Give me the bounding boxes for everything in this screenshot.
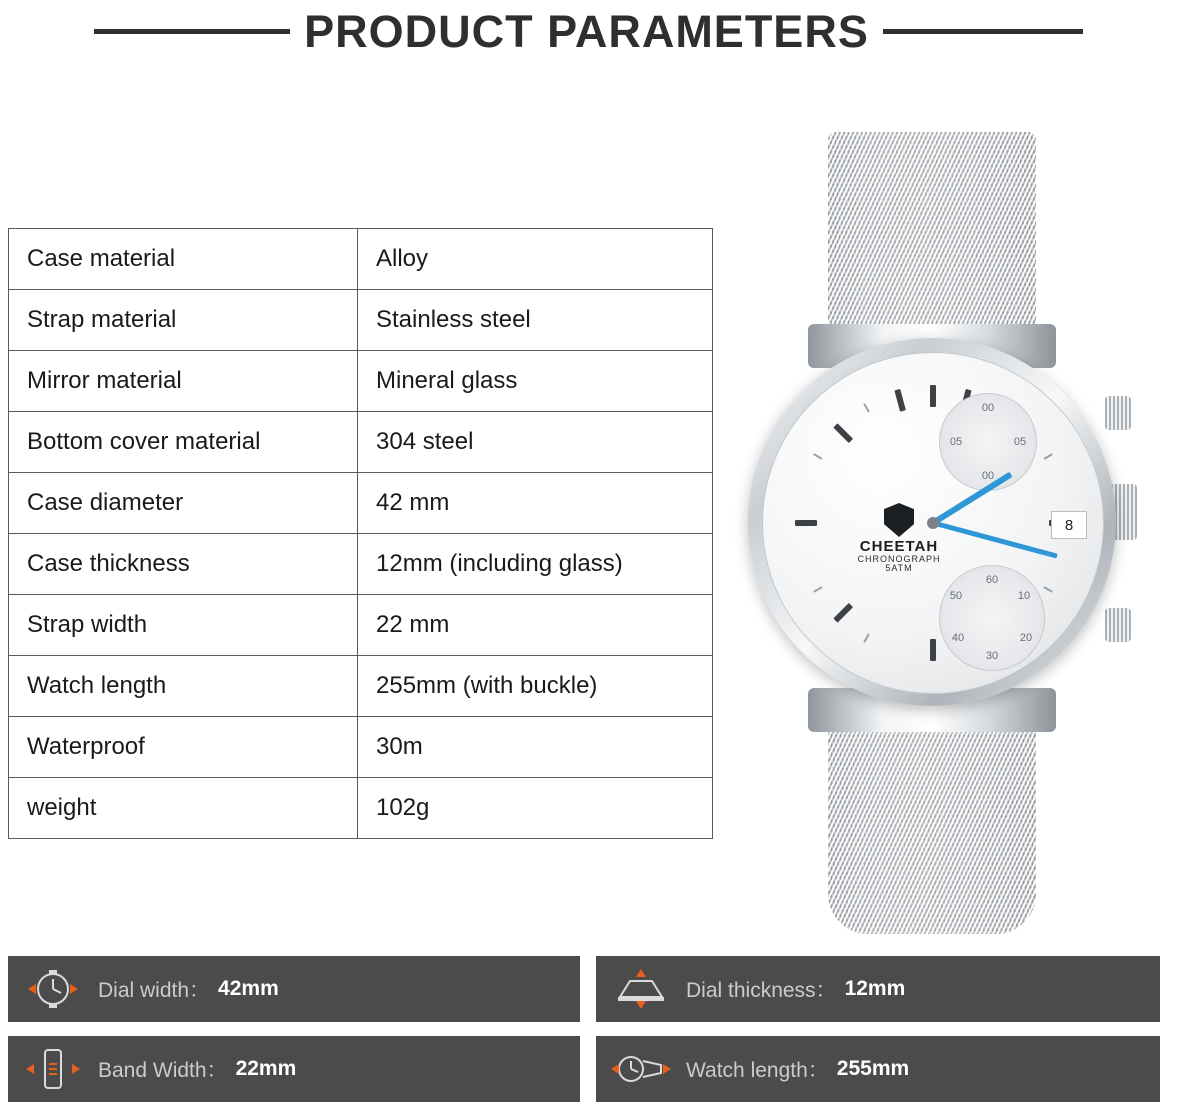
title-rule-left — [94, 29, 290, 34]
spec-value: 304 steel — [358, 412, 713, 473]
subdial-bottom-20: 20 — [1019, 632, 1033, 644]
subdial-bottom-30: 30 — [985, 650, 999, 662]
spec-value: Mineral glass — [358, 351, 713, 412]
subdial-bottom-50: 50 — [949, 590, 963, 602]
subdial-top-center: 00 — [981, 402, 995, 414]
subdial-bottom-10: 10 — [1017, 590, 1031, 602]
table-row — [9, 656, 713, 717]
subdial-bottom-60: 60 — [985, 574, 999, 586]
spec-value: 42 mm — [358, 473, 713, 534]
spec-value: 102g — [358, 778, 713, 839]
watch-case — [748, 338, 1116, 706]
mesh-band-bottom — [828, 708, 1036, 934]
spec-key: Mirror material — [9, 351, 358, 412]
spec-value: 22 mm — [358, 595, 713, 656]
subdial-top-right: 05 — [1013, 436, 1027, 448]
info-box-dial-thickness — [596, 956, 1160, 1022]
dial-thickness-icon — [596, 967, 686, 1011]
table-row — [9, 595, 713, 656]
table-row — [9, 351, 713, 412]
spec-key: Strap width — [9, 595, 358, 656]
mesh-band-top — [828, 132, 1036, 342]
date-window: 8 — [1051, 511, 1087, 539]
table-row — [9, 290, 713, 351]
brand-name: CHEETAH — [859, 538, 939, 555]
subdial-bottom — [939, 565, 1045, 671]
subdial-top-left: 05 — [949, 436, 963, 448]
table-row — [9, 473, 713, 534]
page-title: PRODUCT PARAMETERS — [304, 5, 869, 57]
info-value: 42mm — [218, 977, 279, 1000]
info-label: Dial thickness： — [686, 979, 837, 1002]
spec-value: 255mm (with buckle) — [358, 656, 713, 717]
info-box-band-width — [8, 1036, 580, 1102]
info-box-dial-width — [8, 956, 580, 1022]
spec-key: Watch length — [9, 656, 358, 717]
watch-length-icon — [596, 1047, 686, 1091]
spec-key: Waterproof — [9, 717, 358, 778]
info-box-watch-length — [596, 1036, 1160, 1102]
cheetah-shield-icon — [884, 503, 914, 537]
spec-key: Bottom cover material — [9, 412, 358, 473]
spec-value: 12mm (including glass) — [358, 534, 713, 595]
spec-value: Stainless steel — [358, 290, 713, 351]
spec-value: 30m — [358, 717, 713, 778]
watch-product-image — [697, 96, 1167, 951]
info-label: Dial width： — [98, 979, 211, 1002]
dial-width-icon — [8, 967, 98, 1011]
spec-value: Alloy — [358, 229, 713, 290]
info-value: 255mm — [836, 1057, 910, 1080]
page-title-bar — [0, 0, 1177, 62]
chronograph-pusher-bottom — [1105, 608, 1131, 642]
chronograph-pusher-top — [1105, 396, 1131, 430]
band-width-icon — [8, 1046, 98, 1092]
info-label: Watch length： — [686, 1059, 829, 1082]
table-row — [9, 412, 713, 473]
table-row — [9, 534, 713, 595]
spec-key: Case diameter — [9, 473, 358, 534]
info-value: 22mm — [235, 1057, 297, 1080]
info-value: 12mm — [844, 977, 906, 1000]
table-row — [9, 717, 713, 778]
brand-subtitle-chronograph: CHRONOGRAPH — [857, 553, 941, 564]
hand-cap — [927, 517, 939, 529]
subdial-bottom-40: 40 — [951, 632, 965, 644]
spec-key: weight — [9, 778, 358, 839]
brand-subtitle-atm: 5ATM — [885, 563, 913, 574]
info-label: Band Width： — [98, 1059, 228, 1082]
table-row — [9, 229, 713, 290]
title-rule-right — [883, 29, 1083, 34]
table-row — [9, 778, 713, 839]
spec-key: Case thickness — [9, 534, 358, 595]
subdial-top — [939, 393, 1037, 491]
subdial-top-bottom: 00 — [981, 470, 995, 482]
spec-key: Case material — [9, 229, 358, 290]
watch-dial — [762, 352, 1104, 694]
specifications-table — [8, 228, 713, 839]
spec-key: Strap material — [9, 290, 358, 351]
